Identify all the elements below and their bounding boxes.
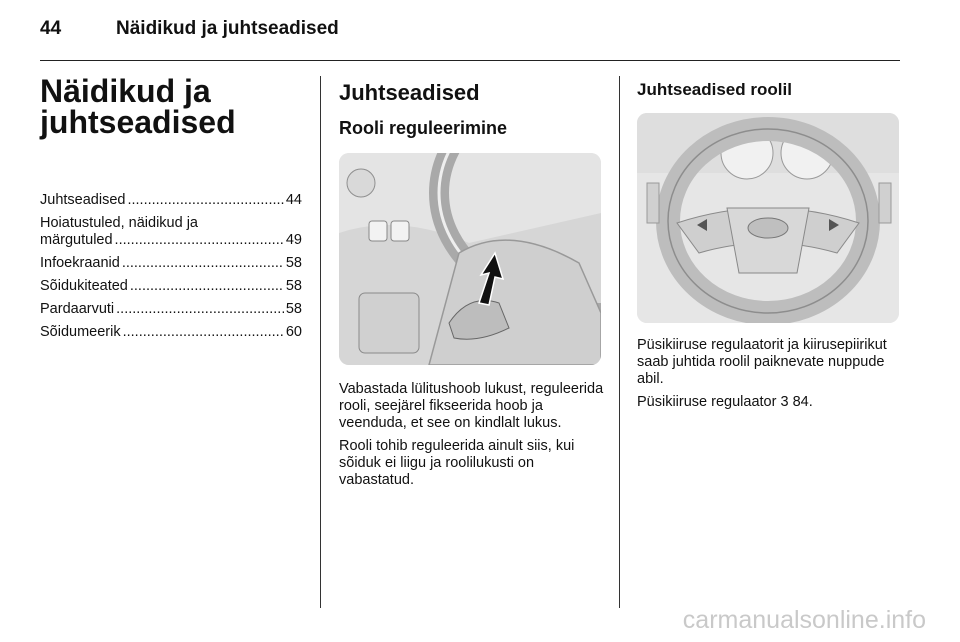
toc-page: 44	[285, 192, 302, 208]
toc-label: Infoekraanid	[40, 255, 120, 271]
toc-leader	[123, 324, 284, 341]
toc-item-soidukiteated[interactable]	[40, 278, 302, 295]
toc-item-pardaarvuti[interactable]	[40, 301, 302, 318]
toc-item-hoiatustuled[interactable]	[40, 215, 302, 249]
page-number: 44	[40, 18, 62, 39]
column-divider-2	[619, 76, 620, 608]
toc-page: 58	[285, 278, 302, 294]
toc-page: 58	[285, 301, 302, 317]
body-paragraph: Püsikiiruse regulaatorit ja kiirusepiirikut saab juhtida roolil paiknevate nuppude abil.	[637, 337, 887, 387]
toc-label: märgutuled	[40, 232, 113, 248]
toc-label-line1: Hoiatustuled, näidikud ja	[40, 215, 198, 231]
reference-text: Püsikiiruse regulaator	[637, 394, 777, 410]
section-heading: Juhtseadised	[339, 80, 480, 105]
toc-label: Juhtseadised	[40, 192, 126, 208]
toc-item-juhtseadised[interactable]	[40, 192, 302, 209]
body-paragraph: Vabastada lülitushoob lukust, reguleerida rooli, seejärel fikseerida hoob ja veenduda, et see on kindlalt lukus.	[339, 381, 604, 431]
toc-page: 49	[285, 232, 302, 248]
reference-arrow-icon: 3	[780, 394, 789, 410]
toc-leader	[122, 255, 284, 272]
reference-page: 84.	[792, 394, 813, 410]
toc-leader	[127, 192, 283, 209]
toc-item-soidumeerik[interactable]	[40, 324, 302, 341]
toc-page: 58	[285, 255, 302, 271]
cross-reference[interactable]	[637, 394, 902, 411]
toc-leader	[115, 232, 284, 249]
toc-column	[40, 73, 302, 347]
toc-label: Sõidukiteated	[40, 278, 128, 294]
running-title: Näidikud ja juhtseadised	[116, 18, 339, 39]
header-rule	[40, 60, 900, 61]
chapter-title-line2: juhtseadised	[40, 104, 236, 140]
toc-leader	[130, 278, 284, 295]
steering-controls-column	[637, 76, 902, 417]
steering-wheel-illustration	[637, 113, 899, 323]
toc-list	[40, 192, 302, 341]
section-heading: Juhtseadised roolil	[637, 80, 792, 99]
chapter-title	[40, 73, 302, 140]
chapter-title-line1: Näidikud ja	[40, 73, 211, 109]
steering-adjust-column	[339, 76, 604, 495]
toc-label: Sõidumeerik	[40, 324, 121, 340]
column-divider-1	[320, 76, 321, 608]
steering-column-illustration	[339, 153, 601, 365]
subsection-heading: Rooli reguleerimine	[339, 118, 508, 138]
toc-leader	[116, 301, 284, 318]
toc-item-infoekraanid[interactable]	[40, 255, 302, 272]
watermark: carmanualsonline.info	[682, 606, 926, 634]
toc-label: Pardaarvuti	[40, 301, 115, 317]
body-paragraph: Rooli tohib reguleerida ainult siis, kui sõiduk ei liigu ja roolilukusti on vabastatud.	[339, 438, 575, 488]
toc-page: 60	[285, 324, 302, 340]
